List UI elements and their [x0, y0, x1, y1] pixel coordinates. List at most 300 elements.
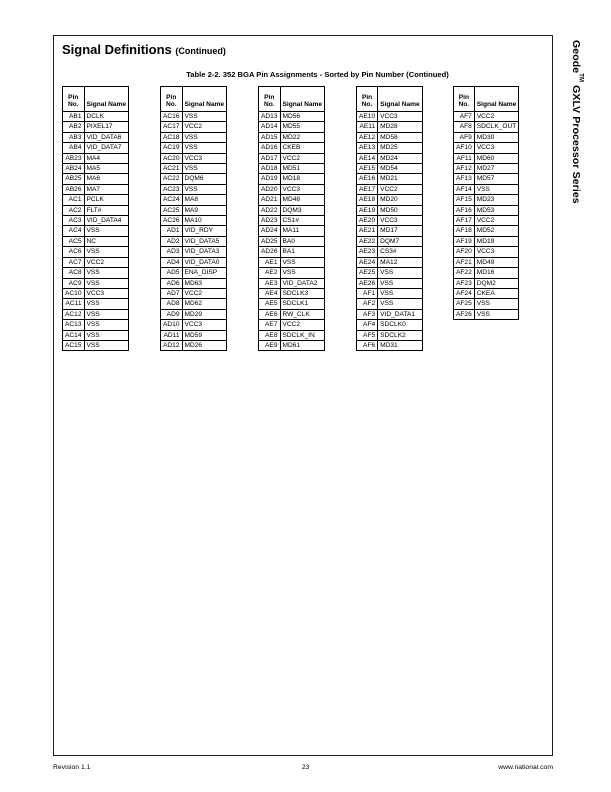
- pin-number: AE24: [357, 257, 378, 267]
- signal-name: VSS: [378, 278, 423, 288]
- pin-number: AD22: [259, 205, 281, 215]
- table-row: [161, 247, 227, 257]
- signal-name: MA9: [182, 205, 227, 215]
- pin-number: AE2: [259, 268, 281, 278]
- table-row: [454, 195, 519, 205]
- table-row: [63, 257, 129, 267]
- table-row: [259, 216, 325, 226]
- table-row: [357, 112, 423, 122]
- signal-name-header: Signal Name: [182, 87, 227, 112]
- pin-number: AE21: [357, 226, 378, 236]
- signal-name: MD21: [378, 174, 423, 184]
- signal-name: VCC2: [182, 288, 227, 298]
- signal-name: VSS: [378, 299, 423, 309]
- table-row: [161, 112, 227, 122]
- table-row: [259, 153, 325, 163]
- pin-table-3: [258, 86, 325, 351]
- pin-table-1: [62, 86, 129, 351]
- table-row: [454, 184, 519, 194]
- pin-number: AF18: [454, 226, 475, 236]
- pin-number: AC21: [161, 164, 183, 174]
- signal-name: SDCLK0: [378, 320, 423, 330]
- pin-number: AD4: [161, 257, 183, 267]
- signal-name: VCC2: [280, 320, 325, 330]
- table-row: [63, 340, 129, 350]
- pin-number: AB2: [63, 122, 85, 132]
- signal-name: VSS: [474, 299, 519, 309]
- pin-number: AD8: [161, 299, 183, 309]
- table-row: [63, 174, 129, 184]
- signal-name: CKEB: [280, 143, 325, 153]
- signal-name: VSS: [378, 288, 423, 298]
- table-row: [161, 122, 227, 132]
- signal-name: VID_RDY: [182, 226, 227, 236]
- pin-number: AF15: [454, 195, 475, 205]
- signal-name: VSS: [84, 340, 129, 350]
- signal-name: VSS: [84, 320, 129, 330]
- pin-number: AD20: [259, 184, 281, 194]
- pin-number: AB25: [63, 174, 85, 184]
- signal-name: VSS: [84, 330, 129, 340]
- pin-number: AF24: [454, 288, 475, 298]
- signal-name: MD52: [474, 226, 519, 236]
- signal-name: VSS: [182, 143, 227, 153]
- signal-name: MD63: [182, 278, 227, 288]
- table-row: [454, 205, 519, 215]
- pin-number: AC9: [63, 278, 85, 288]
- pin-number: AF5: [357, 330, 378, 340]
- pin-number: AD17: [259, 153, 281, 163]
- table-row: [454, 288, 519, 298]
- pin-number: AE15: [357, 164, 378, 174]
- signal-name: MD24: [378, 153, 423, 163]
- pin-number: AC18: [161, 132, 183, 142]
- table-row: [454, 299, 519, 309]
- table-row: [357, 205, 423, 215]
- pin-number: AF2: [357, 299, 378, 309]
- table-row: [259, 278, 325, 288]
- pin-number: AE19: [357, 205, 378, 215]
- table-row: [259, 205, 325, 215]
- pin-number: AC26: [161, 216, 183, 226]
- pin-number: AF13: [454, 174, 475, 184]
- signal-name: VID_DATA0: [182, 257, 227, 267]
- pin-number: AF9: [454, 132, 475, 142]
- signal-name: SDCLK1: [280, 299, 325, 309]
- signal-name: VCC3: [182, 320, 227, 330]
- pin-number: AD9: [161, 309, 183, 319]
- sidebar-series: GXLV Processor Series: [570, 82, 582, 204]
- signal-name: VID_DATA6: [84, 132, 129, 142]
- table-row: [63, 184, 129, 194]
- table-row: [63, 268, 129, 278]
- signal-name: MA6: [84, 174, 129, 184]
- signal-name: MD55: [280, 122, 325, 132]
- pin-number: AD21: [259, 195, 281, 205]
- pin-number: AC2: [63, 205, 85, 215]
- table-row: [454, 164, 519, 174]
- table-row: [161, 236, 227, 246]
- signal-name: VCC2: [182, 122, 227, 132]
- pin-number: AB24: [63, 164, 85, 174]
- table-row: [357, 268, 423, 278]
- signal-name: VSS: [182, 132, 227, 142]
- table-row: [161, 257, 227, 267]
- pin-number: AF6: [357, 340, 378, 350]
- pin-number: AC25: [161, 205, 183, 215]
- pin-number-header: Pin No.: [259, 87, 281, 112]
- signal-name: MD62: [182, 299, 227, 309]
- pin-number: AD25: [259, 236, 281, 246]
- table-row: [357, 153, 423, 163]
- table-caption: Table 2-2. 352 BGA Pin Assignments - Sorted by Pin Number (Continued): [186, 70, 449, 79]
- signal-name: VSS: [280, 268, 325, 278]
- signal-name: BA0: [280, 236, 325, 246]
- table-row: [259, 226, 325, 236]
- signal-name: VCC3: [182, 153, 227, 163]
- signal-name-header: Signal Name: [378, 87, 423, 112]
- pin-number: AF14: [454, 184, 475, 194]
- signal-name: BA1: [280, 247, 325, 257]
- table-row: [357, 195, 423, 205]
- signal-name: MD23: [474, 195, 519, 205]
- signal-name: VSS: [182, 112, 227, 122]
- table-row: [454, 236, 519, 246]
- signal-name: VSS: [474, 309, 519, 319]
- pin-number: AF12: [454, 164, 475, 174]
- signal-name: VSS: [378, 268, 423, 278]
- signal-name: MD54: [378, 164, 423, 174]
- signal-name: MA11: [280, 226, 325, 236]
- pin-number: AF17: [454, 216, 475, 226]
- signal-name: MA7: [84, 184, 129, 194]
- table-row: [454, 309, 519, 319]
- signal-name: SDCLK_OUT: [474, 122, 519, 132]
- table-row: [63, 320, 129, 330]
- pin-number: AC7: [63, 257, 85, 267]
- signal-name: MD28: [378, 122, 423, 132]
- pin-number: AD18: [259, 164, 281, 174]
- table-row: [357, 257, 423, 267]
- pin-number: AD15: [259, 132, 281, 142]
- table-row: [454, 216, 519, 226]
- signal-name: MD58: [378, 132, 423, 142]
- footer-revision: Revision 1.1: [53, 764, 91, 771]
- pin-number: AC3: [63, 216, 85, 226]
- sidebar-brand: Geode: [570, 40, 582, 74]
- pin-number: AF19: [454, 236, 475, 246]
- pin-number: AE1: [259, 257, 281, 267]
- table-row: [357, 278, 423, 288]
- signal-name: MA4: [84, 153, 129, 163]
- table-row: [357, 247, 423, 257]
- pin-number: AE12: [357, 132, 378, 142]
- pin-number: AE25: [357, 268, 378, 278]
- pin-number: AC6: [63, 247, 85, 257]
- signal-name: ENA_DISP: [182, 268, 227, 278]
- pin-number-header: Pin No.: [63, 87, 85, 112]
- pin-number: AE10: [357, 112, 378, 122]
- pin-number: AD2: [161, 236, 183, 246]
- signal-name: MD31: [378, 340, 423, 350]
- signal-name: MA12: [378, 257, 423, 267]
- pin-number: AD14: [259, 122, 281, 132]
- table-row: [259, 340, 325, 350]
- sidebar-trademark: TM: [577, 73, 584, 83]
- product-series-sidebar: [570, 40, 584, 204]
- signal-name: DQM3: [280, 205, 325, 215]
- table-row: [259, 143, 325, 153]
- table-row: [259, 299, 325, 309]
- table-row: [63, 247, 129, 257]
- table-row: [161, 132, 227, 142]
- pin-number: AC1: [63, 195, 85, 205]
- table-row: [161, 205, 227, 215]
- signal-name: VCC3: [280, 184, 325, 194]
- table-row: [357, 299, 423, 309]
- signal-name: MD48: [280, 195, 325, 205]
- signal-name: CKEA: [474, 288, 519, 298]
- table-row: [259, 132, 325, 142]
- signal-name: MD61: [280, 340, 325, 350]
- signal-name: VID_DATA2: [280, 278, 325, 288]
- table-row: [259, 236, 325, 246]
- section-title: [62, 42, 226, 57]
- signal-name: VID_DATA1: [378, 309, 423, 319]
- signal-name: VSS: [84, 247, 129, 257]
- signal-name: VID_DATA7: [84, 143, 129, 153]
- table-row: [259, 112, 325, 122]
- signal-name: DCLK: [84, 112, 129, 122]
- table-row: [63, 216, 129, 226]
- table-row: [259, 174, 325, 184]
- pin-number: AC12: [63, 309, 85, 319]
- pin-number: AF3: [357, 309, 378, 319]
- pin-number: AB4: [63, 143, 85, 153]
- pin-number-header: Pin No.: [357, 87, 378, 112]
- pin-number: AD11: [161, 330, 183, 340]
- table-row: [63, 236, 129, 246]
- signal-name: VSS: [84, 278, 129, 288]
- table-row: [63, 299, 129, 309]
- pin-number: AD12: [161, 340, 183, 350]
- signal-name: CS3#: [378, 247, 423, 257]
- table-row: [259, 320, 325, 330]
- signal-name: MD50: [378, 205, 423, 215]
- signal-name: SDCLK2: [378, 330, 423, 340]
- signal-name: MD19: [474, 236, 519, 246]
- pin-number: AF20: [454, 247, 475, 257]
- table-row: [357, 236, 423, 246]
- pin-number: AD16: [259, 143, 281, 153]
- pin-number: AE8: [259, 330, 281, 340]
- pin-number: AD1: [161, 226, 183, 236]
- table-row: [259, 330, 325, 340]
- signal-name: MD18: [280, 174, 325, 184]
- table-row: [357, 132, 423, 142]
- signal-name: VCC3: [84, 288, 129, 298]
- table-row: [454, 226, 519, 236]
- pin-number: AC13: [63, 320, 85, 330]
- pin-number: AC23: [161, 184, 183, 194]
- table-row: [259, 268, 325, 278]
- signal-name: MA5: [84, 164, 129, 174]
- pin-number-header: Pin No.: [161, 87, 183, 112]
- signal-name: DQM6: [182, 174, 227, 184]
- pin-number: AD6: [161, 278, 183, 288]
- signal-name: MD17: [378, 226, 423, 236]
- section-title-text: Signal Definitions: [62, 42, 172, 57]
- pin-number: AC16: [161, 112, 183, 122]
- table-row: [357, 320, 423, 330]
- pin-number: AD26: [259, 247, 281, 257]
- pin-number: AB23: [63, 153, 85, 163]
- signal-name: MD20: [378, 195, 423, 205]
- pin-number: AC24: [161, 195, 183, 205]
- table-row: [454, 278, 519, 288]
- table-row: [63, 278, 129, 288]
- signal-name: SDCLK_IN: [280, 330, 325, 340]
- table-row: [161, 288, 227, 298]
- pin-number-header: Pin No.: [454, 87, 475, 112]
- table-row: [357, 174, 423, 184]
- signal-name: MD49: [474, 257, 519, 267]
- pin-number: AD13: [259, 112, 281, 122]
- table-row: [161, 174, 227, 184]
- signal-name: VID_DATA5: [182, 236, 227, 246]
- table-row: [259, 122, 325, 132]
- table-row: [454, 122, 519, 132]
- pin-number: AE16: [357, 174, 378, 184]
- table-row: [161, 268, 227, 278]
- table-row: [259, 247, 325, 257]
- signal-name: MD60: [474, 153, 519, 163]
- table-row: [259, 257, 325, 267]
- table-row: [161, 184, 227, 194]
- table-row: [454, 143, 519, 153]
- signal-name: VSS: [280, 257, 325, 267]
- signal-name: VID_DATA3: [182, 247, 227, 257]
- signal-name: MD25: [378, 143, 423, 153]
- pin-number: AC22: [161, 174, 183, 184]
- table-row: [161, 164, 227, 174]
- table-row: [454, 153, 519, 163]
- signal-name: MD16: [474, 268, 519, 278]
- signal-name: VSS: [84, 309, 129, 319]
- signal-name: VCC2: [474, 216, 519, 226]
- signal-name: MD51: [280, 164, 325, 174]
- pin-number: AE17: [357, 184, 378, 194]
- pin-number: AE26: [357, 278, 378, 288]
- table-row: [454, 257, 519, 267]
- table-row: [357, 340, 423, 350]
- table-row: [357, 184, 423, 194]
- pin-number: AE9: [259, 340, 281, 350]
- pin-number: AC15: [63, 340, 85, 350]
- table-row: [63, 226, 129, 236]
- pin-number: AC17: [161, 122, 183, 132]
- pin-number: AB1: [63, 112, 85, 122]
- pin-number: AC10: [63, 288, 85, 298]
- signal-name: MD29: [182, 309, 227, 319]
- table-row: [454, 268, 519, 278]
- pin-number: AC11: [63, 299, 85, 309]
- pin-number: AC19: [161, 143, 183, 153]
- signal-name: PIXEL17: [84, 122, 129, 132]
- signal-name: VCC3: [474, 143, 519, 153]
- pin-number: AE11: [357, 122, 378, 132]
- pin-table-2: [160, 86, 227, 351]
- table-row: [357, 216, 423, 226]
- table-row: [259, 184, 325, 194]
- table-row: [161, 216, 227, 226]
- table-row: [357, 226, 423, 236]
- signal-name: MA10: [182, 216, 227, 226]
- footer-website: www.national.com: [498, 764, 553, 771]
- pin-number: AE3: [259, 278, 281, 288]
- pin-number: AD19: [259, 174, 281, 184]
- pin-number: AF8: [454, 122, 475, 132]
- signal-name: NC: [84, 236, 129, 246]
- signal-name: VCC2: [474, 112, 519, 122]
- signal-name: MD57: [474, 174, 519, 184]
- signal-name: CS1#: [280, 216, 325, 226]
- table-row: [259, 309, 325, 319]
- table-row: [357, 122, 423, 132]
- signal-name: VCC2: [280, 153, 325, 163]
- signal-name: VCC3: [378, 216, 423, 226]
- table-row: [357, 330, 423, 340]
- table-row: [63, 122, 129, 132]
- section-title-suffix: (Continued): [175, 46, 226, 56]
- table-row: [161, 143, 227, 153]
- pin-number: AD24: [259, 226, 281, 236]
- pin-number: AF4: [357, 320, 378, 330]
- pin-number: AE4: [259, 288, 281, 298]
- table-row: [63, 132, 129, 142]
- signal-name: VSS: [182, 184, 227, 194]
- pin-number: AC8: [63, 268, 85, 278]
- signal-name: PCLK: [84, 195, 129, 205]
- pin-number: AF21: [454, 257, 475, 267]
- pin-number: AE13: [357, 143, 378, 153]
- footer-page-number: 23: [301, 764, 310, 771]
- pin-number: AE7: [259, 320, 281, 330]
- pin-number: AC20: [161, 153, 183, 163]
- signal-name: MD27: [474, 164, 519, 174]
- signal-name-header: Signal Name: [84, 87, 129, 112]
- pin-number: AE14: [357, 153, 378, 163]
- table-row: [63, 164, 129, 174]
- pin-number: AE5: [259, 299, 281, 309]
- pin-number: AD10: [161, 320, 183, 330]
- signal-name: VCC2: [378, 184, 423, 194]
- table-row: [63, 205, 129, 215]
- table-row: [63, 309, 129, 319]
- table-row: [161, 330, 227, 340]
- signal-name: MD56: [280, 112, 325, 122]
- signal-name: VCC2: [84, 257, 129, 267]
- table-row: [259, 195, 325, 205]
- signal-name: RW_CLK: [280, 309, 325, 319]
- table-row: [161, 195, 227, 205]
- signal-name: VSS: [474, 184, 519, 194]
- pin-number: AE18: [357, 195, 378, 205]
- table-row: [63, 330, 129, 340]
- signal-name: DQM7: [378, 236, 423, 246]
- table-row: [259, 164, 325, 174]
- signal-name: VID_DATA4: [84, 216, 129, 226]
